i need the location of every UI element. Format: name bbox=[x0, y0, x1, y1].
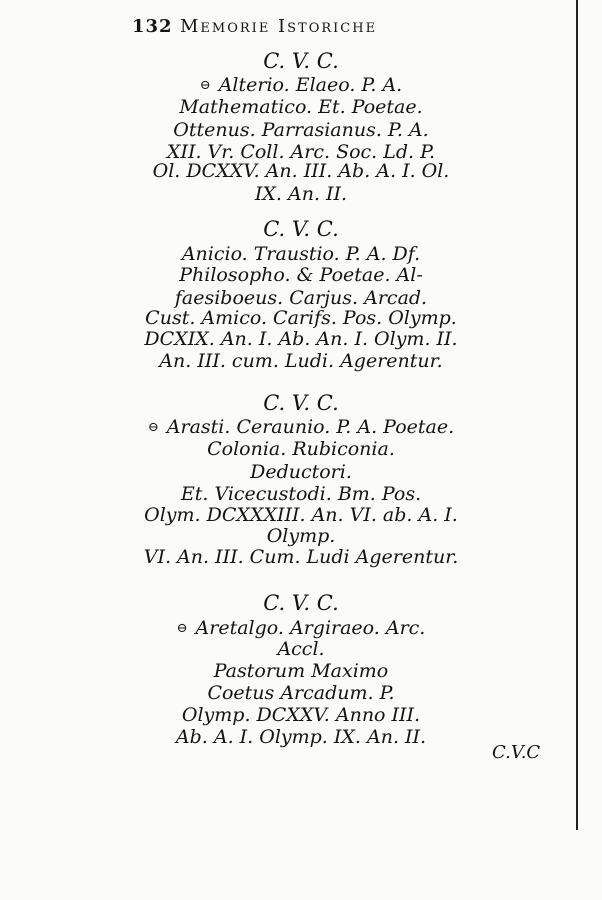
inscription-line: DCXIX. An. I. Ab. An. I. Olym. II. bbox=[144, 328, 458, 350]
inscription-line: Et. Vicecustodi. Bm. Pos. bbox=[180, 483, 422, 505]
inscription-line: Pastorum Maximo bbox=[213, 660, 389, 682]
inscription-line: VI. An. III. Cum. Ludi Agerentur. bbox=[143, 546, 459, 568]
inscription-line-text: Aretalgo. Argiraeo. Arc. bbox=[195, 617, 426, 639]
inscription-heading: C. V. C. bbox=[263, 391, 339, 415]
inscription-line: Colonia. Rubiconia. bbox=[207, 438, 395, 460]
inscription-line: Olymp. bbox=[266, 525, 336, 547]
inscription-line: Anicio. Traustio. P. A. Df. bbox=[181, 243, 421, 265]
inscription-line-text: Alterio. Elaeo. P. A. bbox=[218, 74, 403, 96]
inscription-heading: C. V. C. bbox=[263, 49, 339, 73]
inscription-line: Coetus Arcadum. P. bbox=[207, 682, 395, 704]
running-head: Memorie Istoriche bbox=[180, 16, 378, 37]
inscription-line: Olym. DCXXXIII. An. VI. ab. A. I. bbox=[144, 504, 458, 526]
page-header bbox=[132, 16, 472, 42]
inscription-line: Ol. DCXXV. An. III. Ab. A. I. Ol. bbox=[152, 160, 450, 182]
inscription-heading: C. V. C. bbox=[263, 591, 339, 615]
cross-mark-icon: ⊖ bbox=[176, 621, 188, 636]
inscription-line bbox=[0, 74, 602, 97]
inscription-line bbox=[0, 617, 602, 640]
catchword: C.V.C bbox=[492, 742, 541, 763]
cross-mark-icon: ⊖ bbox=[199, 78, 211, 93]
inscription-line: Ab. A. I. Olymp. IX. An. II. bbox=[175, 726, 427, 748]
inscription-line: Cust. Amico. Carifs. Pos. Olymp. bbox=[145, 307, 457, 329]
inscription-heading: C. V. C. bbox=[263, 217, 339, 241]
inscription-line: faesiboeus. Carjus. Arcad. bbox=[174, 287, 428, 309]
cross-mark-icon: ⊖ bbox=[147, 420, 159, 435]
inscription-line bbox=[0, 416, 602, 439]
page-number: 132 bbox=[132, 16, 173, 37]
inscription-line: Philosopho. & Poetae. Al- bbox=[179, 264, 423, 286]
inscription-line: An. III. cum. Ludi. Agerentur. bbox=[159, 350, 443, 372]
inscription-line: Ottenus. Parrasianus. P. A. bbox=[173, 119, 429, 141]
inscription-line: IX. An. II. bbox=[254, 183, 348, 205]
inscription-line: XII. Vr. Coll. Arc. Soc. Ld. P. bbox=[166, 141, 436, 163]
inscription-line-text: Arasti. Ceraunio. P. A. Poetae. bbox=[166, 416, 455, 438]
inscription-line: Accl. bbox=[277, 638, 325, 660]
inscription-line: Olymp. DCXXV. Anno III. bbox=[181, 704, 421, 726]
inscription-line: Deductori. bbox=[250, 461, 352, 483]
inscription-line: Mathematico. Et. Poetae. bbox=[179, 96, 423, 118]
